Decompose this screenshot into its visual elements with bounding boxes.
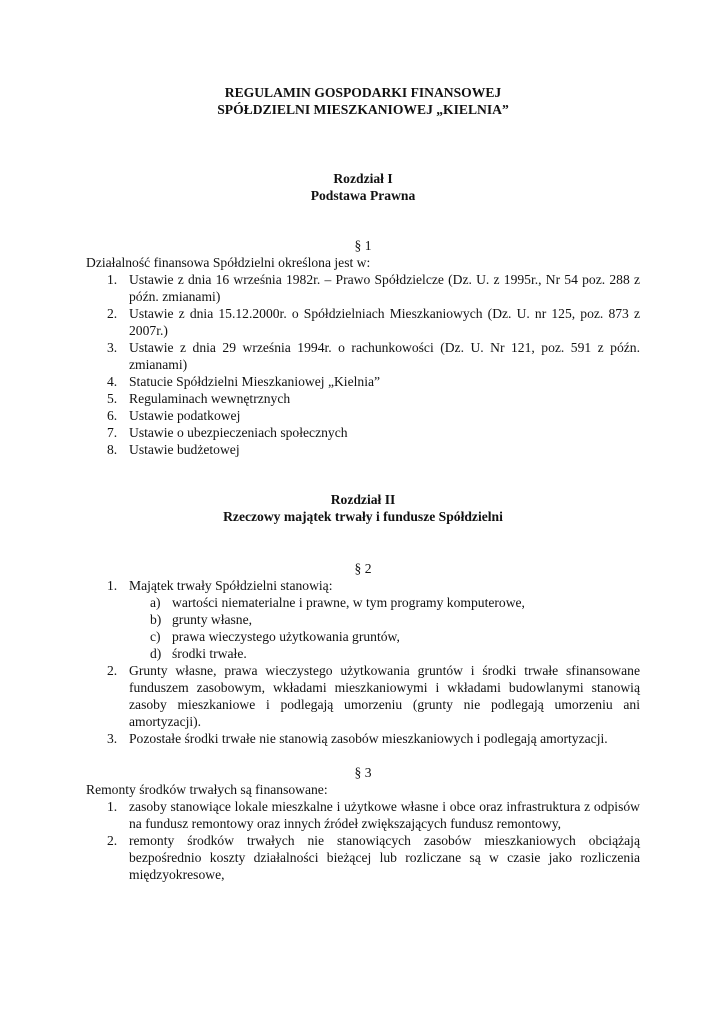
document-page: [86, 84, 640, 883]
list-item: 1. Ustawie z dnia 16 września 1982r. – Prawo Spółdzielcze (Dz. U. z 1995r., Nr 54 poz. 288 z późn. zmianami): [107, 272, 640, 304]
list-item: 8. Ustawie budżetowej: [107, 442, 240, 457]
document-title: [86, 84, 640, 118]
list-item: 3. Pozostałe środki trwałe nie stanowią zasobów mieszkaniowych i podlegają amortyzacji.: [107, 731, 608, 746]
chapter-2-heading: Rozdział II: [330, 492, 396, 507]
chapter-2-subheading: Rzeczowy majątek trwały i fundusze Spółdzielni: [223, 509, 503, 524]
paragraph-1-symbol: § 1: [354, 238, 372, 253]
list-item: 7. Ustawie o ubezpieczeniach społecznych: [107, 425, 348, 440]
chapter-2-header: [86, 491, 640, 525]
chapter-1-heading: Rozdział I: [333, 171, 393, 186]
sub-list-item: d) środki trwałe.: [150, 646, 247, 661]
title-line-2: SPÓŁDZIELNI MIESZKANIOWEJ „KIELNIA”: [217, 102, 509, 117]
list-item: 4. Statucie Spółdzielni Mieszkaniowej „Kielnia”: [107, 374, 381, 389]
list-item: 1. zasoby stanowiące lokale mieszkalne i użytkowe własne i obce oraz infrastruktura z odpisów na fundusz remontowy oraz innych źródeł zwiększających fundusz remontowy,: [107, 799, 640, 831]
title-line-1: REGULAMIN GOSPODARKI FINANSOWEJ: [224, 85, 502, 100]
paragraph-3-list: [86, 798, 640, 883]
chapter-1-subheading: Podstawa Prawna: [310, 188, 416, 203]
paragraph-1-intro: Działalność finansowa Spółdzielni określona jest w:: [86, 255, 371, 270]
list-item: 2. Grunty własne, prawa wieczystego użytkowania gruntów i środki trwałe sfinansowane funduszem zasobowym, wkładami mieszkaniowymi i wkładami budowlanymi stanowią zasoby mieszkaniowe i podlegają umorzeniu (grunty nie podlegają umorzeniu ani amortyzacji).: [107, 663, 640, 729]
paragraph-3-intro: Remonty środków trwałych są finansowane:: [86, 782, 328, 797]
paragraph-3-symbol: § 3: [354, 765, 372, 780]
chapter-1-header: [86, 170, 640, 204]
list-item: 3. Ustawie z dnia 29 września 1994r. o rachunkowości (Dz. U. Nr 121, poz. 591 z późn. zmianami): [107, 340, 640, 372]
paragraph-2-list: [86, 577, 640, 747]
list-item: 2. Ustawie z dnia 15.12.2000r. o Spółdzielniach Mieszkaniowych (Dz. U. nr 125, poz. 873 z 2007r.): [107, 306, 640, 338]
sub-list-item: c) prawa wieczystego użytkowania gruntów,: [150, 629, 400, 644]
list-item: 5. Regulaminach wewnętrznych: [107, 391, 291, 406]
legal-basis-list: [86, 271, 640, 458]
sub-list-item: b) grunty własne,: [150, 612, 253, 627]
list-item: 6. Ustawie podatkowej: [107, 408, 241, 423]
list-item: 1. Majątek trwały Spółdzielni stanowią:: [107, 578, 333, 593]
sub-list-item: a) wartości niematerialne i prawne, w tym programy komputerowe,: [150, 595, 525, 610]
paragraph-2-symbol: § 2: [354, 561, 372, 576]
list-item: 2. remonty środków trwałych nie stanowiących zasobów mieszkaniowych obciążają bezpośrednio koszty działalności bieżącej lub rozliczane są w czasie jako rozliczenia międzyokresowe,: [107, 833, 640, 882]
